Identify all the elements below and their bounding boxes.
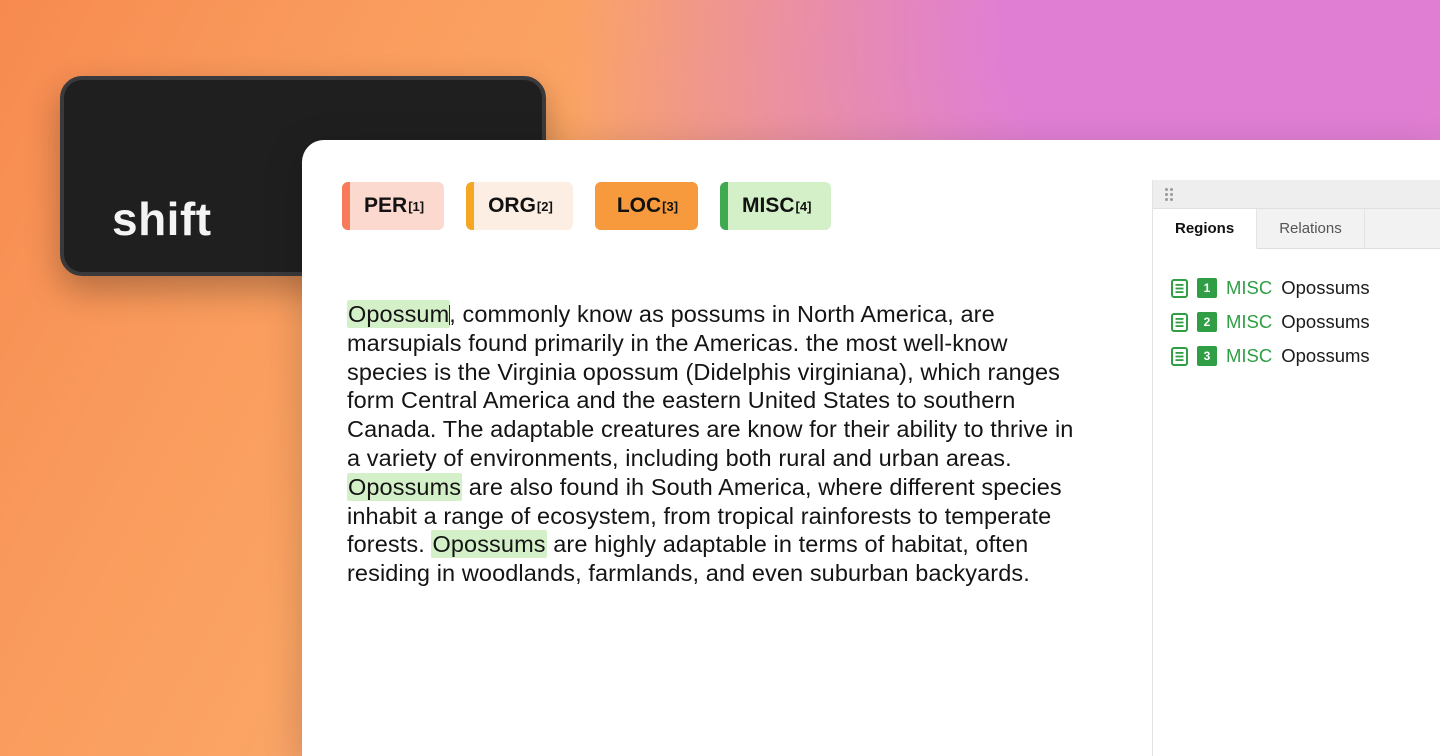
- tab-relations[interactable]: Relations: [1257, 209, 1365, 248]
- region-index-badge: 2: [1197, 312, 1217, 332]
- region-label-tag: MISC: [1226, 345, 1273, 366]
- region-text: Opossums: [1281, 277, 1370, 298]
- region-index-badge: 1: [1197, 278, 1217, 298]
- label-toolbar: [342, 182, 831, 230]
- text-segment: , commonly know as possums in North America, are marsupials found primarily in the Americas. the most well-know species is the Virginia opossum (Didelphis virginiana), which ranges form Central America and the eastern United States to southern Canada. The adaptable creatures are know for their ability to thrive in a variety of environments, including both rural and urban areas.: [347, 301, 1074, 471]
- label-button-per[interactable]: [342, 182, 444, 230]
- document-icon: [1171, 313, 1188, 332]
- region-text: Opossums: [1281, 345, 1370, 366]
- document-icon: [1171, 347, 1188, 366]
- entity-highlight[interactable]: Opossum: [348, 301, 450, 327]
- label-button-misc[interactable]: [720, 182, 831, 230]
- region-list-item[interactable]: [1171, 339, 1440, 373]
- region-list-item[interactable]: [1171, 305, 1440, 339]
- label-button-hotkey: [4]: [795, 198, 812, 214]
- text-segment: are highly adaptable in terms of habitat, often residing in woodlands, farmlands, and even suburban backyards.: [347, 531, 1030, 587]
- label-button-name: ORG: [488, 194, 536, 217]
- grip-icon: [1165, 188, 1173, 201]
- text-segment: are also found ih South America, where different species inhabit a range of ecosystem, from tropical rainforests to temperate forests.: [347, 473, 1062, 558]
- entity-highlight[interactable]: Opossums: [348, 473, 462, 500]
- sidebar-drag-handle[interactable]: [1153, 180, 1440, 209]
- label-button-name: PER: [364, 194, 408, 217]
- label-button-loc[interactable]: [595, 182, 698, 230]
- label-button-name: LOC: [616, 194, 662, 217]
- document-text[interactable]: [347, 300, 1087, 588]
- region-text: Opossums: [1281, 311, 1370, 332]
- region-list: [1153, 249, 1440, 373]
- entity-highlight[interactable]: Opossums: [432, 531, 546, 558]
- region-list-item[interactable]: [1171, 271, 1440, 305]
- regions-sidebar: [1152, 180, 1440, 756]
- region-label-tag: MISC: [1226, 311, 1273, 332]
- shift-key-label: shift: [112, 193, 212, 245]
- label-button-hotkey: [2]: [536, 198, 553, 214]
- sidebar-tabs: [1153, 209, 1440, 249]
- region-label-tag: MISC: [1226, 277, 1273, 298]
- label-button-hotkey: [3]: [662, 198, 679, 214]
- region-index-badge: 3: [1197, 346, 1217, 366]
- document-icon: [1171, 279, 1188, 298]
- label-button-hotkey: [1]: [408, 198, 425, 214]
- label-button-name: MISC: [742, 194, 795, 217]
- label-button-org[interactable]: [466, 182, 573, 230]
- tab-regions[interactable]: Regions: [1153, 209, 1257, 249]
